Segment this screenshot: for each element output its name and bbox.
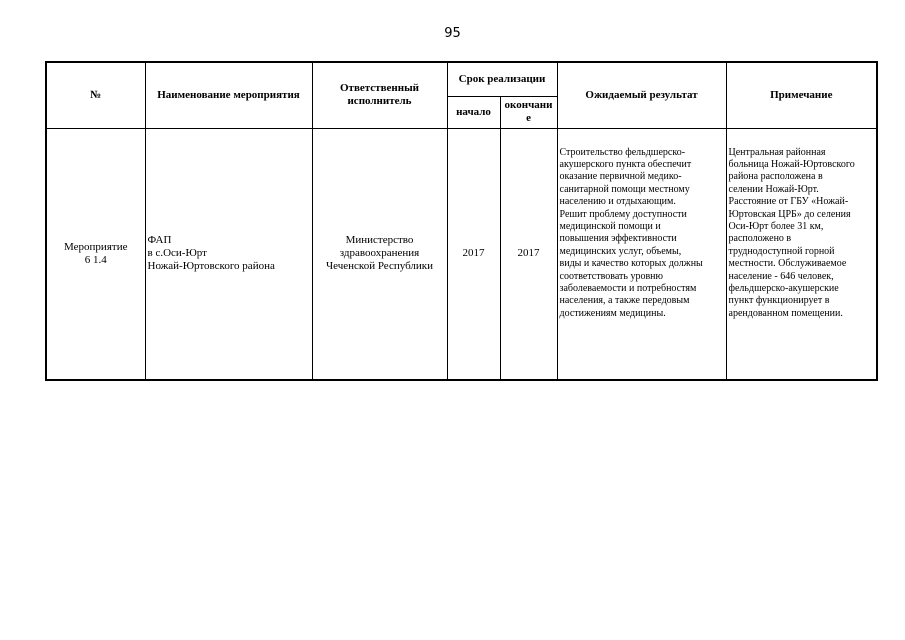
result-line: акушерского пункта обеспечит: [559, 158, 692, 170]
activities-table: [45, 61, 878, 381]
cell-end: 2017: [500, 128, 557, 380]
header-event-name: Наименование мероприятия: [145, 62, 312, 128]
header-note: Примечание: [726, 62, 877, 128]
table-row: [46, 128, 877, 380]
note-line: расположено в: [728, 233, 792, 245]
cell-responsible: [312, 128, 447, 380]
note-line: пункт функционирует в: [728, 295, 830, 307]
note-line: фельдшерско-акушерские: [728, 282, 839, 294]
result-line: медицинской помощи и: [559, 220, 661, 232]
result-line: достижениям медицины.: [559, 307, 666, 319]
cell-expected-result: [557, 128, 726, 380]
header-end-line-2: е: [526, 112, 531, 124]
cell-start: 2017: [447, 128, 500, 380]
result-line: повышения эффективности: [559, 233, 677, 245]
note-line: больница Ножай-Юртовского: [728, 158, 855, 170]
result-line: медицинских услуг, объемы,: [559, 245, 682, 257]
cell-event-name-line-1: ФАП: [147, 234, 172, 246]
note-line: население - 646 человек,: [728, 270, 834, 282]
note-line: селении Ножай-Юрт.: [728, 183, 819, 195]
note-line: труднодоступной горной: [728, 245, 835, 257]
header-start: начало: [447, 96, 500, 128]
cell-event-name-line-2: в с.Оси-Юрт: [147, 247, 207, 259]
note-line: местности. Обслуживаемое: [728, 258, 847, 270]
header-responsible-line-2: исполнитель: [347, 95, 412, 108]
table-header: [46, 62, 877, 128]
note-line: Юртовская ЦРБ» до селения: [728, 208, 851, 220]
cell-event-name: [145, 128, 312, 380]
header-num: №: [46, 62, 145, 128]
result-line: санитарной помощи местному: [559, 183, 690, 195]
cell-responsible-line-2: здравоохранения: [339, 247, 420, 259]
result-line: Строительство фельдшерско-: [559, 146, 686, 158]
result-line: населения, а также передовым: [559, 295, 690, 307]
cell-responsible-line-1: Министерство: [345, 234, 414, 246]
result-line: населению и отдыхающим.: [559, 196, 676, 208]
result-line: оказание первичной медико-: [559, 171, 682, 183]
header-end-line-1: окончани: [504, 99, 553, 111]
page-number: 95: [444, 26, 461, 41]
cell-responsible-line-3: Чеченской Республики: [325, 260, 434, 272]
note-line: района расположена в: [728, 171, 823, 183]
header-responsible-line-1: Ответственный: [339, 82, 420, 95]
result-line: соответствовать уровню: [559, 270, 663, 282]
cell-note: [726, 128, 877, 380]
note-line: Расстояние от ГБУ «Ножай-: [728, 196, 849, 208]
cell-num-line-2: 6 1.4: [84, 253, 107, 266]
note-line: арендованном помещении.: [728, 307, 843, 319]
header-responsible: [312, 62, 447, 128]
header-expected-result: Ожидаемый результат: [557, 62, 726, 128]
cell-event-name-line-3: Ножай-Юртовского района: [147, 260, 275, 272]
result-line: заболеваемости и потребностям: [559, 282, 697, 294]
result-line: Решит проблему доступности: [559, 208, 687, 220]
note-line: Центральная районная: [728, 146, 826, 158]
cell-num-line-1: Мероприятие: [64, 240, 128, 253]
note-line: Оси-Юрт более 31 км,: [728, 220, 824, 232]
header-end: [500, 96, 557, 128]
result-line: виды и качество которых должны: [559, 258, 703, 270]
cell-num: [46, 128, 145, 380]
header-term: Срок реализации: [447, 62, 557, 96]
